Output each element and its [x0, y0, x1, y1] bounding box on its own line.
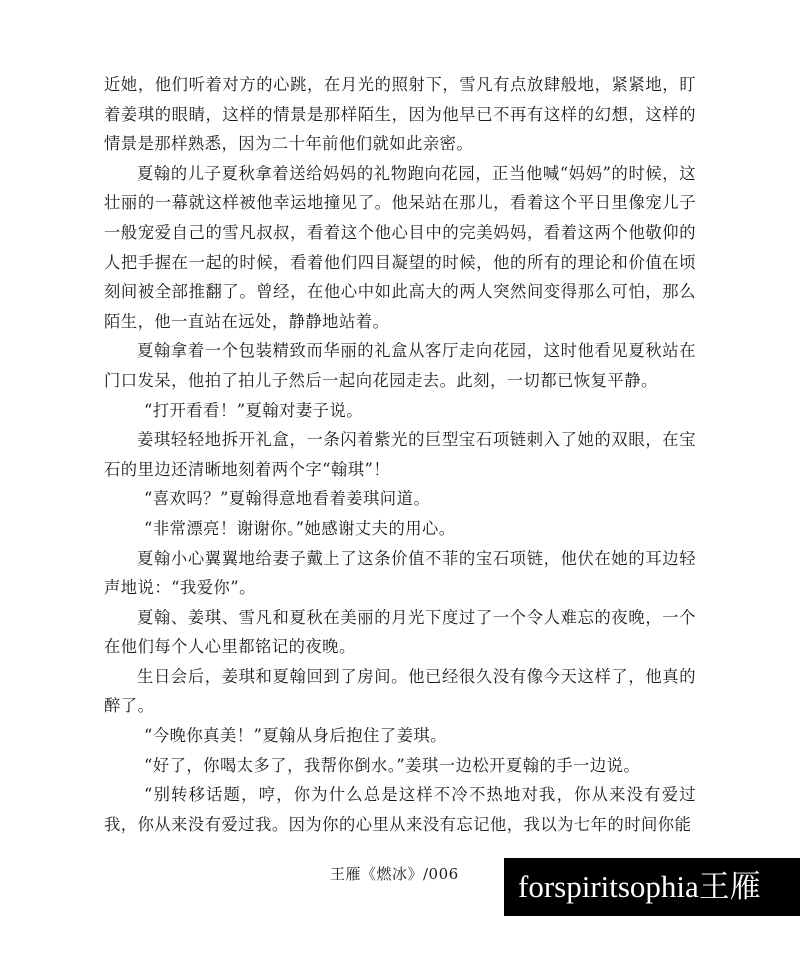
paragraph-7: “非常漂亮！谢谢你。”她感谢丈夫的用心。	[144, 518, 456, 538]
paragraph-4: “打开看看！”夏翰对妻子说。	[144, 400, 364, 420]
body-text	[104, 70, 696, 839]
paragraph-9: 夏翰、姜琪、雪凡和夏秋在美丽的月光下度过了一个令人难忘的夜晚，一个在他们每个人心里都铭记的夜晚。	[104, 607, 696, 657]
page-footer: 王雁《燃冰》/006	[330, 865, 459, 883]
paragraph-5: 姜琪轻轻地拆开礼盒，一条闪着紫光的巨型宝石项链刺入了她的双眼，在宝石的里边还清晰地刻着两个字“翰琪”！	[104, 430, 696, 479]
paragraph-6: “喜欢吗？”夏翰得意地看着姜琪问道。	[144, 489, 431, 509]
paragraph-13: “别转移话题，哼，你为什么总是这样不冷不热地对我，你从来没有爱过我，你从来没有爱过我。因为你的心里从来没有忘记他，我以为七年的时间你能	[104, 785, 696, 834]
paragraph-8: 夏翰小心翼翼地给妻子戴上了这条价值不菲的宝石项链，他伏在她的耳边轻声地说：“我爱你”。	[104, 548, 696, 598]
paragraph-11: “今晚你真美！”夏翰从身后抱住了姜琪。	[144, 726, 447, 746]
paragraph-3: 夏翰拿着一个包装精致而华丽的礼盒从客厅走向花园，这时他看见夏秋站在门口发呆，他拍了拍儿子然后一起向花园走去。此刻，一切都已恢复平静。	[104, 341, 696, 390]
paragraph-12: “好了，你喝太多了，我帮你倒水。”姜琪一边松开夏翰的手一边说。	[144, 755, 641, 775]
watermark: forspiritsophia王雁	[504, 858, 800, 916]
paragraph-2: 夏翰的儿子夏秋拿着送给妈妈的礼物跑向花园，正当他喊“妈妈”的时候，这壮丽的一幕就这样被他幸运地撞见了。他呆站在那儿，看着这个平日里像宠儿子一般宠爱自己的雪凡叔叔，看着这个他心目中的完美妈妈，看着这两个他敬仰的人把手握在一起的时候，看着他们四目凝望的时候，他的所有的理论和价值在顷刻间被全部推翻了。曾经，在他心中如此高大的两人突然间变得那么可怕，那么陌生，他一直站在远处，静静地站着。	[104, 163, 696, 331]
paragraph-10: 生日会后，姜琪和夏翰回到了房间。他已经很久没有像今天这样了，他真的醉了。	[104, 666, 696, 716]
paragraph-1: 近她，他们听着对方的心跳，在月光的照射下，雪凡有点放肆般地，紧紧地，盯着姜琪的眼睛，这样的情景是那样陌生，因为他早已不再有这样的幻想，这样的情景是那样熟悉，因为二十年前他们就如此亲密。	[104, 75, 696, 154]
